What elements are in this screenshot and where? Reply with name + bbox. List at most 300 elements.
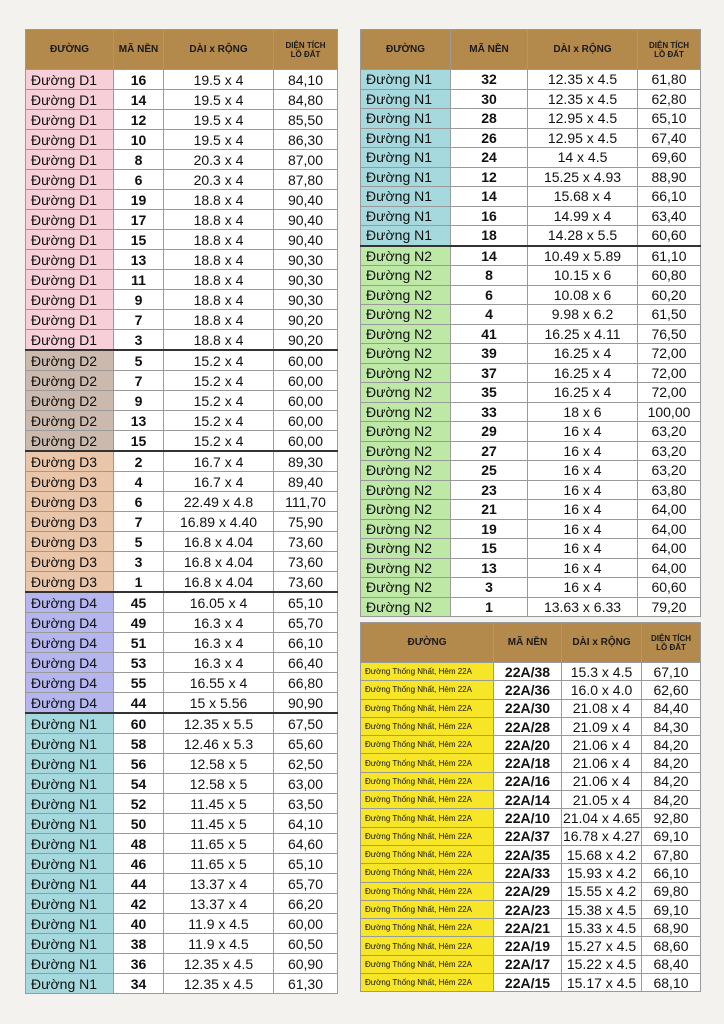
header-road: ĐƯỜNG [361,30,451,70]
table-row [361,919,701,937]
road-cell: Đường D1 [26,230,114,250]
dimension-cell: 16 x 4 [528,422,638,442]
dimension-cell: 15.27 x 4.5 [562,937,642,955]
dimension-cell: 12.35 x 4.5 [164,974,274,994]
lot-code-cell: 22A/33 [494,864,562,882]
dimension-cell: 12.95 x 4.5 [528,109,638,129]
table-row [361,699,701,717]
table-row [361,187,701,207]
lot-code-cell: 44 [114,874,164,894]
dimension-cell: 21.08 x 4 [562,699,642,717]
dimension-cell: 18.8 x 4 [164,230,274,250]
road-cell: Đường N1 [361,109,451,129]
table-row [361,266,701,286]
road-cell: Đường D1 [26,290,114,310]
dimension-cell: 18.8 x 4 [164,330,274,351]
area-cell: 67,80 [642,845,701,863]
dimension-cell: 15.68 x 4.2 [562,845,642,863]
lot-code-cell: 10 [114,130,164,150]
dimension-cell: 16 x 4 [528,441,638,461]
road-cell: Đường N2 [361,500,451,520]
table-row [361,285,701,305]
road-cell: Đường N2 [361,324,451,344]
lot-code-cell: 1 [114,572,164,593]
dimension-cell: 12.46 x 5.3 [164,734,274,754]
area-cell: 90,40 [274,230,338,250]
table-row [26,613,338,633]
dimension-cell: 16.89 x 4.40 [164,512,274,532]
lot-code-cell: 19 [114,190,164,210]
lot-table-left [25,29,338,994]
area-cell: 66,10 [274,633,338,653]
dimension-cell: 19.5 x 4 [164,110,274,130]
table-row [26,954,338,974]
dimension-cell: 20.3 x 4 [164,150,274,170]
dimension-cell: 16 x 4 [528,578,638,598]
lot-code-cell: 45 [114,592,164,613]
table-row [26,350,338,371]
dimension-cell: 14.99 x 4 [528,206,638,226]
lot-code-cell: 22A/19 [494,937,562,955]
dimension-cell: 12.58 x 5 [164,774,274,794]
area-cell: 66,40 [274,653,338,673]
dimension-cell: 16.8 x 4.04 [164,532,274,552]
dimension-cell: 15.22 x 4.5 [562,955,642,973]
header-area-line2: LÔ ĐẤT [654,49,684,59]
lot-code-cell: 17 [114,210,164,230]
header-dim: DÀI x RỘNG [528,30,638,70]
dimension-cell: 11.9 x 4.5 [164,934,274,954]
dimension-cell: 16.05 x 4 [164,592,274,613]
table-row [26,974,338,994]
road-cell: Đường D1 [26,110,114,130]
header-area-line1: DIỆN TÍCH [285,40,326,50]
road-cell: Đường N1 [361,226,451,246]
dimension-cell: 21.09 x 4 [562,717,642,735]
table-row [26,774,338,794]
dimension-cell: 21.06 x 4 [562,754,642,772]
road-cell: Đường D1 [26,330,114,351]
lot-code-cell: 22A/15 [494,974,562,992]
road-cell: Đường D3 [26,572,114,593]
dimension-cell: 12.35 x 4.5 [164,954,274,974]
dimension-cell: 11.45 x 5 [164,814,274,834]
table-row [361,597,701,617]
table-row [361,226,701,246]
dimension-cell: 19.5 x 4 [164,90,274,110]
area-cell: 66,10 [638,187,701,207]
road-cell: Đường D1 [26,150,114,170]
road-cell: Đường N1 [26,754,114,774]
lot-code-cell: 22A/21 [494,919,562,937]
road-cell: Đường D2 [26,431,114,452]
header-area [642,623,701,663]
lot-code-cell: 36 [114,954,164,974]
lot-code-cell: 37 [451,363,528,383]
road-cell: Đường N2 [361,363,451,383]
area-cell: 60,00 [274,411,338,431]
road-cell: Đường D4 [26,633,114,653]
dimension-cell: 15.2 x 4 [164,350,274,371]
lot-code-cell: 56 [114,754,164,774]
road-cell: Đường Thống Nhất, Hẻm 22A [361,699,494,717]
area-cell: 72,00 [638,383,701,403]
road-cell: Đường N1 [361,187,451,207]
header-road: ĐƯỜNG [26,30,114,70]
dimension-cell: 11.9 x 4.5 [164,914,274,934]
dimension-cell: 16.7 x 4 [164,472,274,492]
lot-code-cell: 22A/23 [494,900,562,918]
area-cell: 66,10 [642,864,701,882]
area-cell: 68,90 [642,919,701,937]
header-dim: DÀI x RỘNG [164,30,274,70]
table-row [361,900,701,918]
lot-code-cell: 22A/17 [494,955,562,973]
table-row [361,974,701,992]
road-cell: Đường Thống Nhất, Hẻm 22A [361,937,494,955]
table-header-row [361,30,701,70]
road-cell: Đường Thống Nhất, Hẻm 22A [361,736,494,754]
area-cell: 84,20 [642,754,701,772]
table-row [361,402,701,422]
area-cell: 72,00 [638,363,701,383]
table-row [26,894,338,914]
area-cell: 61,30 [274,974,338,994]
table-row [26,330,338,351]
table-row [26,310,338,330]
dimension-cell: 19.5 x 4 [164,130,274,150]
table-row [361,109,701,129]
dimension-cell: 18.8 x 4 [164,270,274,290]
dimension-cell: 12.95 x 4.5 [528,128,638,148]
lot-code-cell: 7 [114,371,164,391]
dimension-cell: 16 x 4 [528,519,638,539]
area-cell: 72,00 [638,344,701,364]
table-header-row [361,623,701,663]
header-area [638,30,701,70]
dimension-cell: 15.2 x 4 [164,371,274,391]
dimension-cell: 16.3 x 4 [164,653,274,673]
table-row [361,882,701,900]
table-row [26,552,338,572]
table-row [26,411,338,431]
table-row [361,845,701,863]
table-row [26,914,338,934]
dimension-cell: 16.55 x 4 [164,673,274,693]
area-cell: 76,50 [638,324,701,344]
table-row [26,371,338,391]
table-row [26,713,338,734]
lot-code-cell: 21 [451,500,528,520]
lot-code-cell: 16 [451,206,528,226]
area-cell: 60,90 [274,954,338,974]
table-row [361,754,701,772]
lot-code-cell: 27 [451,441,528,461]
table-row [361,864,701,882]
area-cell: 69,80 [642,882,701,900]
lot-code-cell: 5 [114,350,164,371]
table-row [361,681,701,699]
road-cell: Đường Thống Nhất, Hẻm 22A [361,717,494,735]
road-cell: Đường N1 [26,974,114,994]
lot-code-cell: 22A/18 [494,754,562,772]
area-cell: 84,80 [274,90,338,110]
area-cell: 87,00 [274,150,338,170]
lot-code-cell: 6 [451,285,528,305]
table-row [26,130,338,150]
table-row [26,190,338,210]
area-cell: 84,40 [642,699,701,717]
header-code: MÃ NỀN [494,623,562,663]
road-cell: Đường N1 [361,206,451,226]
lot-code-cell: 3 [114,552,164,572]
road-cell: Đường D1 [26,250,114,270]
dimension-cell: 15.2 x 4 [164,411,274,431]
area-cell: 60,50 [274,934,338,954]
road-cell: Đường D1 [26,170,114,190]
lot-code-cell: 6 [114,492,164,512]
dimension-cell: 15 x 5.56 [164,693,274,714]
dimension-cell: 18.8 x 4 [164,210,274,230]
dimension-cell: 22.49 x 4.8 [164,492,274,512]
lot-code-cell: 14 [114,90,164,110]
road-cell: Đường N2 [361,539,451,559]
area-cell: 90,30 [274,290,338,310]
lot-code-cell: 4 [114,472,164,492]
dimension-cell: 16.3 x 4 [164,633,274,653]
dimension-cell: 12.35 x 4.5 [528,89,638,109]
area-cell: 63,20 [638,441,701,461]
table-row [361,305,701,325]
road-cell: Đường N1 [26,814,114,834]
dimension-cell: 16 x 4 [528,500,638,520]
lot-code-cell: 22A/28 [494,717,562,735]
lot-code-cell: 22A/38 [494,663,562,681]
table-row [361,344,701,364]
table-row [361,167,701,187]
area-cell: 64,00 [638,539,701,559]
road-cell: Đường Thống Nhất, Hẻm 22A [361,955,494,973]
dimension-cell: 9.98 x 6.2 [528,305,638,325]
table-row [26,391,338,411]
lot-code-cell: 7 [114,512,164,532]
road-cell: Đường N1 [26,794,114,814]
area-cell: 65,70 [274,874,338,894]
lot-code-cell: 32 [451,70,528,90]
dimension-cell: 16.25 x 4 [528,383,638,403]
road-cell: Đường N2 [361,383,451,403]
table-row [26,210,338,230]
lot-code-cell: 29 [451,422,528,442]
dimension-cell: 14.28 x 5.5 [528,226,638,246]
area-cell: 68,40 [642,955,701,973]
table2-body [361,70,701,617]
area-cell: 69,10 [642,900,701,918]
road-cell: Đường N2 [361,597,451,617]
dimension-cell: 11.65 x 5 [164,834,274,854]
area-cell: 64,00 [638,519,701,539]
table-row [26,572,338,593]
dimension-cell: 16.7 x 4 [164,451,274,472]
road-cell: Đường N1 [361,70,451,90]
area-cell: 111,70 [274,492,338,512]
table-row [361,791,701,809]
area-cell: 84,20 [642,736,701,754]
area-cell: 87,80 [274,170,338,190]
dimension-cell: 16.0 x 4.0 [562,681,642,699]
area-cell: 63,80 [638,480,701,500]
area-cell: 84,10 [274,70,338,90]
lot-code-cell: 53 [114,653,164,673]
lot-code-cell: 26 [451,128,528,148]
table-row [26,874,338,894]
lot-code-cell: 1 [451,597,528,617]
road-cell: Đường Thống Nhất, Hẻm 22A [361,754,494,772]
lot-code-cell: 6 [114,170,164,190]
road-cell: Đường N2 [361,402,451,422]
dimension-cell: 10.15 x 6 [528,266,638,286]
area-cell: 92,80 [642,809,701,827]
area-cell: 63,40 [638,206,701,226]
table-row [26,290,338,310]
area-cell: 63,50 [274,794,338,814]
area-cell: 69,60 [638,148,701,168]
table-row [26,794,338,814]
lot-code-cell: 8 [114,150,164,170]
table-row [361,955,701,973]
lot-code-cell: 39 [451,344,528,364]
lot-code-cell: 23 [451,480,528,500]
road-cell: Đường D2 [26,371,114,391]
area-cell: 73,60 [274,552,338,572]
road-cell: Đường D3 [26,552,114,572]
lot-code-cell: 34 [114,974,164,994]
table-row [361,461,701,481]
area-cell: 75,90 [274,512,338,532]
road-cell: Đường D4 [26,592,114,613]
lot-code-cell: 15 [114,431,164,452]
header-area-line2: LÔ ĐẤT [656,642,686,652]
dimension-cell: 18.8 x 4 [164,310,274,330]
table-row [26,472,338,492]
road-cell: Đường Thống Nhất, Hẻm 22A [361,663,494,681]
road-cell: Đường D3 [26,532,114,552]
lot-code-cell: 22A/35 [494,845,562,863]
road-cell: Đường N2 [361,344,451,364]
header-road: ĐƯỜNG [361,623,494,663]
lot-code-cell: 49 [114,613,164,633]
table-row [26,90,338,110]
area-cell: 62,60 [642,681,701,699]
area-cell: 68,10 [642,974,701,992]
lot-code-cell: 22A/14 [494,791,562,809]
dimension-cell: 12.35 x 4.5 [528,70,638,90]
area-cell: 65,70 [274,613,338,633]
lot-code-cell: 58 [114,734,164,754]
road-cell: Đường N1 [26,914,114,934]
area-cell: 60,00 [274,371,338,391]
road-cell: Đường N2 [361,578,451,598]
area-cell: 64,00 [638,500,701,520]
table-row [361,89,701,109]
table-row [26,814,338,834]
road-cell: Đường D1 [26,190,114,210]
table-row [26,834,338,854]
lot-code-cell: 12 [451,167,528,187]
area-cell: 85,50 [274,110,338,130]
area-cell: 65,60 [274,734,338,754]
area-cell: 90,30 [274,250,338,270]
lot-code-cell: 52 [114,794,164,814]
road-cell: Đường Thống Nhất, Hẻm 22A [361,882,494,900]
lot-code-cell: 3 [114,330,164,351]
road-cell: Đường N1 [26,934,114,954]
dimension-cell: 16.3 x 4 [164,613,274,633]
table-row [26,230,338,250]
table-row [361,70,701,90]
area-cell: 63,00 [274,774,338,794]
road-cell: Đường D3 [26,451,114,472]
road-cell: Đường D4 [26,613,114,633]
lot-code-cell: 25 [451,461,528,481]
area-cell: 84,20 [642,772,701,790]
lot-code-cell: 22A/36 [494,681,562,699]
road-cell: Đường N1 [26,954,114,974]
lot-code-cell: 22A/29 [494,882,562,900]
road-cell: Đường N2 [361,480,451,500]
lot-code-cell: 22A/16 [494,772,562,790]
area-cell: 65,10 [274,854,338,874]
table-row [361,717,701,735]
dimension-cell: 18.8 x 4 [164,290,274,310]
lot-code-cell: 19 [451,519,528,539]
dimension-cell: 12.35 x 5.5 [164,713,274,734]
area-cell: 84,30 [642,717,701,735]
road-cell: Đường Thống Nhất, Hẻm 22A [361,791,494,809]
header-code: MÃ NỀN [451,30,528,70]
header-area-line2: LÔ ĐẤT [290,49,321,59]
lot-code-cell: 14 [451,187,528,207]
dimension-cell: 15.3 x 4.5 [562,663,642,681]
table-row [361,480,701,500]
table-row [26,532,338,552]
road-cell: Đường D1 [26,70,114,90]
road-cell: Đường N2 [361,422,451,442]
road-cell: Đường N1 [26,774,114,794]
table-row [26,673,338,693]
area-cell: 60,80 [638,266,701,286]
road-cell: Đường D2 [26,391,114,411]
road-cell: Đường D1 [26,130,114,150]
road-cell: Đường D4 [26,673,114,693]
area-cell: 90,30 [274,270,338,290]
header-code: MÃ NỀN [114,30,164,70]
lot-table-right-bottom [360,622,701,992]
area-cell: 68,60 [642,937,701,955]
area-cell: 90,40 [274,190,338,210]
lot-code-cell: 2 [114,451,164,472]
area-cell: 62,50 [274,754,338,774]
area-cell: 67,10 [642,663,701,681]
table-row [26,110,338,130]
area-cell: 62,80 [638,89,701,109]
road-cell: Đường N1 [26,713,114,734]
dimension-cell: 15.2 x 4 [164,431,274,452]
road-cell: Đường N2 [361,461,451,481]
lot-code-cell: 22A/30 [494,699,562,717]
lot-code-cell: 46 [114,854,164,874]
table-header-row [26,30,338,70]
